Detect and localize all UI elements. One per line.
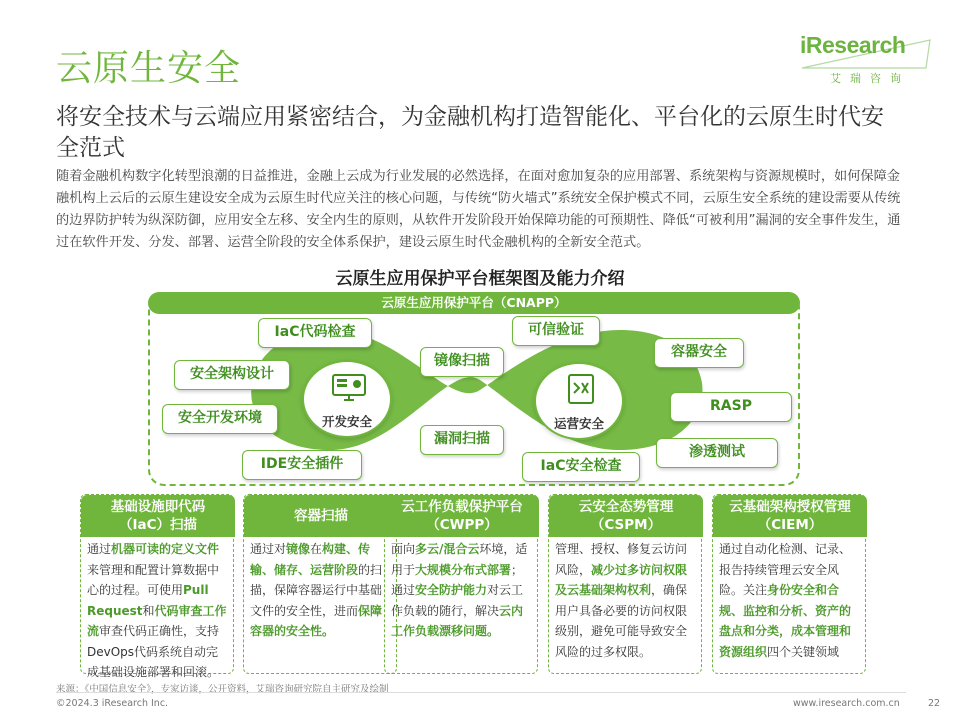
copyright: ©2024.3 iResearch Inc. [56, 698, 169, 709]
source-note: 来源：《中国信息安全》，专家访谈，公开资料，艾瑞咨询研究院自主研究及绘制 [56, 684, 389, 695]
card-header [713, 495, 867, 537]
card-header [385, 495, 539, 537]
card-text: 通过自动化检测、记录、报告持续管理云安全风险。关注 [719, 542, 852, 597]
card-cspm [548, 494, 702, 674]
pill-vuln-scan: 漏洞扫描 [420, 425, 504, 455]
page-number: 22 [928, 698, 941, 709]
card-text: 通过 [87, 542, 112, 556]
card-ciem [712, 494, 866, 674]
card-highlight-text: 代码审查工作流 [87, 603, 227, 638]
ops-security-hub [534, 362, 624, 440]
ops-security-label: 运营安全 [553, 416, 604, 431]
card-text: 管理、授权、修复云访问风险， [555, 542, 688, 577]
card-body [719, 539, 861, 662]
card-highlight-text: 安全防护能力 [415, 583, 488, 597]
card-text: 的扫描，保障容器运行中基础文件的安全性，进而 [250, 562, 383, 618]
card-title-line1: 基础设施即代码 [110, 499, 206, 515]
card-title-line2: （IaC）扫描 [118, 517, 198, 533]
card-title-line1: 云基础架构授权管理 [729, 499, 851, 515]
card-highlight-text: 云内工作负载漂移问题。 [391, 603, 524, 638]
card-title-line1: 云工作负载保护平台 [401, 499, 523, 515]
card-body [250, 539, 392, 642]
pill-rasp: RASP [670, 392, 792, 422]
dev-security-hub [302, 360, 392, 438]
card-text: 四个关键领域 [767, 644, 840, 659]
card-title-line1: 容器扫描 [294, 508, 348, 524]
card-highlight-text: 减少过多访问权限及云基础架构权利 [555, 562, 688, 597]
card-cwpp [384, 494, 538, 674]
card-highlight-text: Pull Request [87, 583, 209, 618]
card-highlight-text: 大规模分布式部署 [415, 562, 512, 577]
card-highlight-text: 身份安全和合规、监控和分析、资产的盘点和分类，成本管理和资源组织 [719, 583, 852, 659]
pill-iac-security-check: IaC安全检查 [522, 452, 640, 482]
card-iac-scan [80, 494, 234, 679]
footer-divider [56, 692, 906, 693]
pill-dev-env: 安全开发环境 [162, 404, 278, 434]
card-header [81, 495, 235, 537]
cnapp-platform-banner: 云原生应用保护平台（CNAPP） [148, 292, 800, 314]
card-text: 审查代码正确性，支持DevOps代码系统自动完成基础设施部署和回滚。 [87, 624, 220, 679]
card-highlight-text: 多云/混合云 [415, 542, 480, 556]
intro-paragraph: 随着金融机构数字化转型浪潮的日益推进，金融上云成为行业发展的必然选择，在面对愈加复杂的应用部署、系统架构与资源规模时，如何保障金融机构上云后的云原生建设安全成为云原生时代应关注的核心问题，与传统“防火墙式”系统安全保护模式不同，云原生安全系统的建设需要从传统的边界防护转为纵深防御，应用安全左移、安全内生的原则，从软件开发阶段开始保障功能的可预期性、降低“可被利用”漏洞的安全事件发生，通过在软件开发、分发、部署、运营全阶段的安全体系保护，建设云原生时代金融机构的全新安全范式。 [56, 169, 901, 250]
dev-security-label: 开发安全 [321, 414, 372, 429]
card-header [549, 495, 703, 537]
pill-arch-design: 安全架构设计 [174, 360, 290, 390]
card-body [87, 539, 229, 683]
pill-trusted-verify: 可信验证 [512, 316, 600, 346]
card-text: 在 [310, 542, 323, 556]
card-text: ；通过 [391, 562, 524, 597]
page-title: 云原生安全 [56, 48, 242, 89]
card-body [391, 539, 533, 642]
card-title-line2: （CSPM） [590, 517, 662, 533]
card-highlight-text: 保障容器的安全性。 [250, 603, 383, 638]
card-text: 对云工作负载的随行，解决 [391, 583, 524, 618]
operations-icon [566, 372, 596, 406]
card-text: 面向 [391, 542, 416, 556]
card-text: 环境，适用于 [391, 542, 528, 577]
card-title-line2: （CWPP） [426, 517, 498, 533]
logo-subtitle: 艾瑞咨询 [830, 72, 910, 85]
card-highlight-text: 机器可读的定义文件 [111, 542, 220, 556]
card-text: ，确保用户具备必要的访问权限级别，避免可能导致安全风险的过多权限。 [555, 583, 688, 659]
card-highlight-text: 构建、传输、储存、运营阶段 [250, 542, 371, 577]
pill-image-scan: 镜像扫描 [420, 347, 504, 377]
card-header [244, 495, 398, 537]
card-title-line2: （CIEM） [757, 517, 823, 533]
monitor-user-icon [331, 372, 367, 404]
website-link[interactable]: www.iresearch.com.cn [793, 698, 900, 709]
card-container-scan [243, 494, 397, 674]
card-title-line1: 云安全态势管理 [578, 499, 674, 515]
card-body [555, 539, 697, 662]
card-text: 通过对 [250, 542, 287, 556]
pill-iac-check: IaC代码检查 [258, 318, 372, 348]
pill-ide-plugin: IDE安全插件 [242, 450, 362, 480]
slide-subtitle: 将安全技术与云端应用紧密结合，为金融机构打造智能化、平台化的云原生时代安全范式 [56, 104, 884, 161]
diagram-title: 云原生应用保护平台框架图及能力介绍 [335, 269, 625, 289]
pill-pentest: 渗透测试 [656, 438, 778, 468]
card-text: 和 [142, 603, 155, 618]
pill-container-security: 容器安全 [654, 338, 744, 368]
card-text: 来管理和配置计算数据中心的过程。可使用 [87, 562, 220, 597]
card-highlight-text: 镜像 [286, 542, 311, 556]
logo-brand: iResearch [800, 32, 906, 58]
